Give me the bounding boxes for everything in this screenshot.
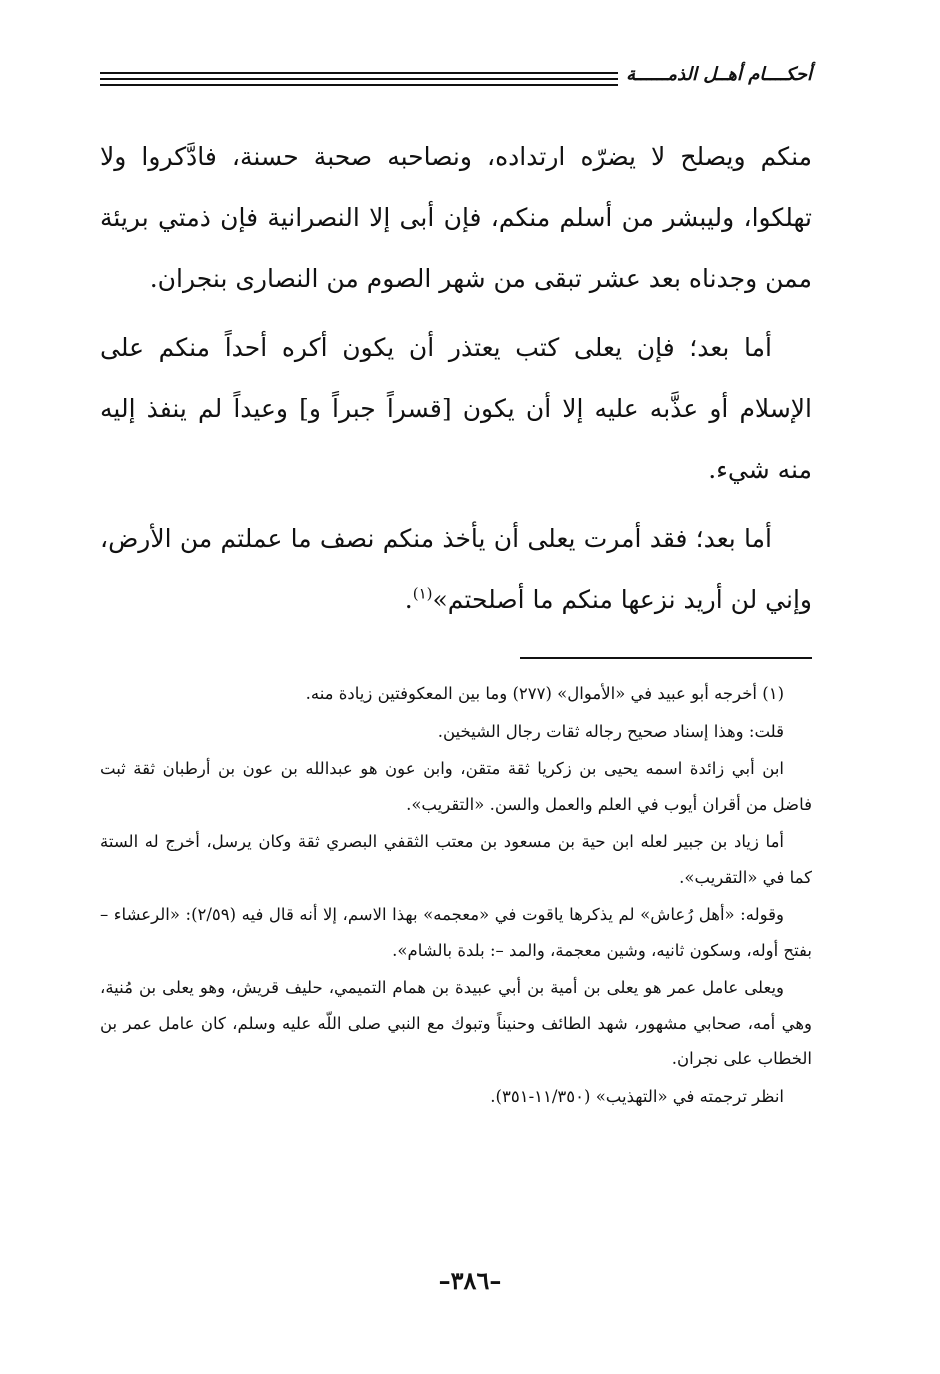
footnote-line: قلت: وهذا إسناد صحيح رجاله ثقات رجال الشيخين. — [437, 721, 784, 741]
footnotes — [100, 676, 812, 1116]
footnote-marker[interactable]: (١) — [412, 584, 433, 603]
footnote-separator — [520, 657, 812, 659]
running-title: أحكــــام أهــل الذمــــــة — [618, 62, 812, 88]
footnote-line: (١) أخرجه أبو عبيد في «الأموال» (٢٧٧) وما بين المعكوفتين زيادة منه. — [305, 684, 784, 703]
paragraph-end-period: . — [404, 585, 413, 614]
paragraph: منكم ويصلح لا يضرّه ارتداده، ونصاحبه صحبة حسنة، فادَّكروا ولا تهلكوا، وليبشر من أسلم منكم، فإن أبى إلا النصرانية فإن ذمتي بريئة ممن وجدناه بعد عشر تبقى من شهر الصوم من النصارى بنجران. — [100, 142, 812, 293]
paragraph-with-footnote — [100, 508, 812, 630]
footnote-line: انظر ترجمته في «التهذيب» (١١/٣٥٠-٣٥١). — [490, 1086, 784, 1106]
main-text — [100, 126, 812, 638]
paragraph-text: أما بعد؛ فقد أمرت يعلى أن يأخذ منكم نصف ما عملتم من الأرض، وإني لن أريد نزعها منكم ما أصلحتم» — [100, 524, 812, 614]
header-rule — [100, 84, 620, 86]
paragraph: أما بعد؛ فإن يعلى كتب يعتذر أن يكون أكره أحداً منكم على الإسلام أو عذَّبه عليه إلا أن يكون [قسراً جبراً و] وعيداً لم ينفذ إليه منه شيء. — [100, 333, 812, 484]
footnote-line: أما زياد بن جبير لعله ابن حية بن مسعود بن معتب الثقفي البصري ثقة وكان يرسل، أخرج له الستة كما في «التقريب». — [100, 832, 812, 887]
footnote-line: وقوله: «أهل رُعاش» لم يذكرها ياقوت في «معجمه» بهذا الاسم، إلا أنه قال فيه (٢/٥٩): «الرعشاء – بفتح أوله، وسكون ثانيه، وشين معجمة، والمد –: بلدة بالشام». — [100, 905, 812, 960]
header-rule — [100, 78, 620, 80]
footnote-line: ويعلى عامل عمر هو يعلى بن أمية بن أبي عبيدة بن همام التميمي، حليف قريش، وهو يعلى بن مُنية، وهي أمه، صحابي مشهور، شهد الطائف وحنيناً وتبوك مع النبي صلى اللّه عليه وسلم، كان عامل عمر بن الخطاب على نجران. — [100, 978, 812, 1068]
running-header — [100, 62, 812, 92]
header-rule — [100, 72, 620, 74]
footnote-line: ابن أبي زائدة اسمه يحيى بن زكريا ثقة متقن، وابن عون هو عبدالله بن عون بن أرطبان ثقة ثبت فاضل من أقران أيوب في العلم والعمل والسن. «التقريب». — [100, 759, 812, 814]
page-number: –٣٨٦– — [438, 1266, 502, 1295]
